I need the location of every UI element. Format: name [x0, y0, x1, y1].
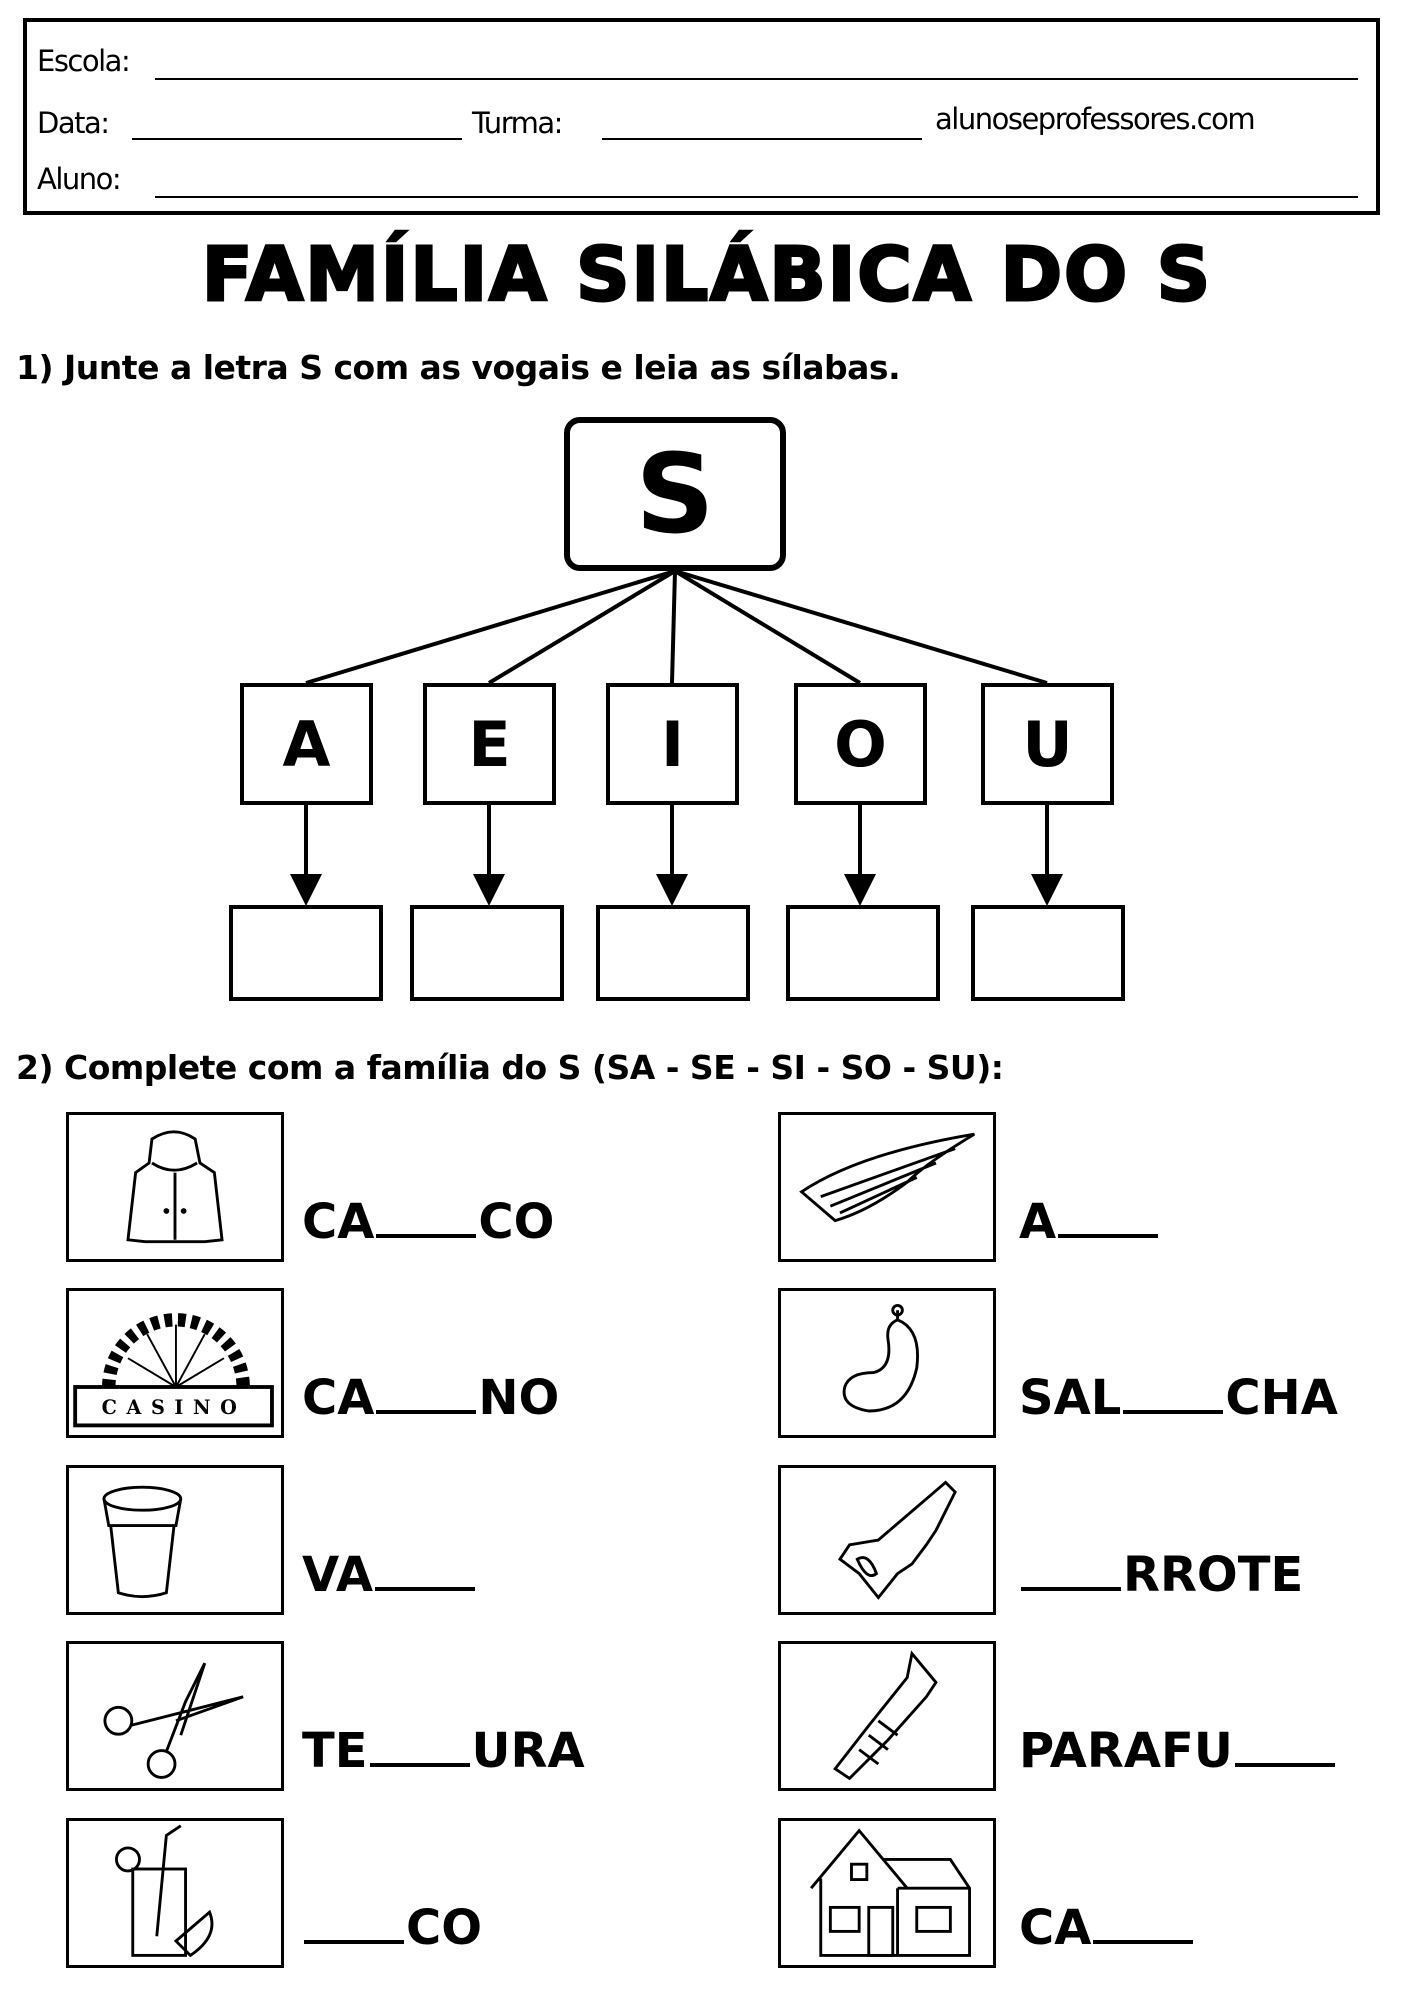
answer-blank[interactable] — [370, 1763, 470, 1767]
syllable-answer-box[interactable] — [786, 905, 940, 1001]
vowel-box-i: I — [606, 683, 739, 805]
connector-line — [672, 571, 675, 683]
syllable-answer-box[interactable] — [596, 905, 750, 1001]
house-icon — [781, 1821, 993, 1965]
vowel-box-u: U — [981, 683, 1114, 805]
flower-pot-icon — [69, 1468, 281, 1612]
picture-box — [778, 1288, 996, 1438]
connector-line — [675, 571, 860, 683]
word-suffix: CHA — [1225, 1370, 1338, 1426]
answer-blank[interactable] — [375, 1587, 475, 1591]
fill-in-word — [302, 1547, 477, 1603]
answer-blank[interactable] — [376, 1410, 476, 1414]
picture-box — [66, 1465, 284, 1615]
connector-line — [306, 571, 675, 683]
website-text: alunoseprofessores.com — [935, 102, 1255, 136]
fill-in-word — [1019, 1547, 1303, 1603]
wing-icon — [781, 1115, 993, 1259]
fill-in-word — [302, 1194, 554, 1250]
saw-icon — [781, 1468, 993, 1612]
fill-in-word — [302, 1900, 482, 1956]
answer-blank[interactable] — [1093, 1940, 1193, 1944]
picture-box — [778, 1112, 996, 1262]
picture-box — [66, 1641, 284, 1791]
word-prefix: TE — [302, 1723, 368, 1779]
page-title: FAMÍLIA SILÁBICA DO S — [201, 232, 1213, 318]
sausage-icon — [781, 1291, 993, 1435]
fill-in-word — [1019, 1723, 1337, 1779]
screw-icon — [781, 1644, 993, 1788]
word-prefix: VA — [302, 1547, 374, 1603]
word-suffix: CO — [478, 1194, 555, 1250]
picture-box — [778, 1465, 996, 1615]
scissors-icon — [69, 1644, 281, 1788]
word-suffix: RROTE — [1123, 1547, 1304, 1603]
picture-box — [66, 1818, 284, 1968]
fill-in-word — [1019, 1194, 1160, 1250]
picture-box — [778, 1818, 996, 1968]
word-prefix: SAL — [1019, 1370, 1122, 1426]
vowel-box-e: E — [423, 683, 556, 805]
fill-in-word — [1019, 1900, 1195, 1956]
fill-in-word — [302, 1370, 559, 1426]
raincoat-icon — [69, 1115, 281, 1259]
word-suffix: URA — [471, 1723, 585, 1779]
picture-box — [66, 1112, 284, 1262]
syllable-answer-box[interactable] — [410, 905, 564, 1001]
letter-s-box: S — [564, 417, 786, 571]
fill-in-word — [302, 1723, 585, 1779]
word-prefix: CA — [302, 1370, 375, 1426]
vowel-box-a: A — [240, 683, 373, 805]
answer-blank[interactable] — [304, 1940, 404, 1944]
answer-blank[interactable] — [1235, 1763, 1335, 1767]
answer-blank[interactable] — [1058, 1234, 1158, 1238]
vowel-box-o: O — [794, 683, 927, 805]
picture-box — [66, 1288, 284, 1438]
exercise1-instruction: 1) Junte a letra S com as vogais e leia as sílabas. — [16, 348, 901, 387]
juice-icon — [69, 1821, 281, 1965]
word-prefix: A — [1019, 1194, 1057, 1250]
picture-box — [778, 1641, 996, 1791]
connector-line — [675, 571, 1047, 683]
answer-blank[interactable] — [1021, 1587, 1121, 1591]
word-prefix: CA — [302, 1194, 375, 1250]
answer-blank[interactable] — [376, 1234, 476, 1238]
word-prefix: CA — [1019, 1900, 1092, 1956]
word-suffix: CO — [406, 1900, 483, 1956]
syllable-answer-box[interactable] — [229, 905, 383, 1001]
student-label: Aluno: — [37, 162, 121, 196]
school-label: Escola: — [37, 44, 130, 78]
answer-blank[interactable] — [1123, 1410, 1223, 1414]
word-suffix: NO — [478, 1370, 560, 1426]
connector-line — [489, 571, 675, 683]
casino-icon — [69, 1291, 281, 1435]
exercise2-instruction: 2) Complete com a família do S (SA - SE - SI - SO - SU): — [16, 1048, 1004, 1087]
date-label: Data: — [37, 106, 109, 140]
fill-in-word — [1019, 1370, 1338, 1426]
syllable-answer-box[interactable] — [971, 905, 1125, 1001]
word-prefix: PARAFU — [1019, 1723, 1233, 1779]
class-label: Turma: — [472, 106, 562, 140]
svg-text:CASINO: CASINO — [101, 1395, 247, 1419]
